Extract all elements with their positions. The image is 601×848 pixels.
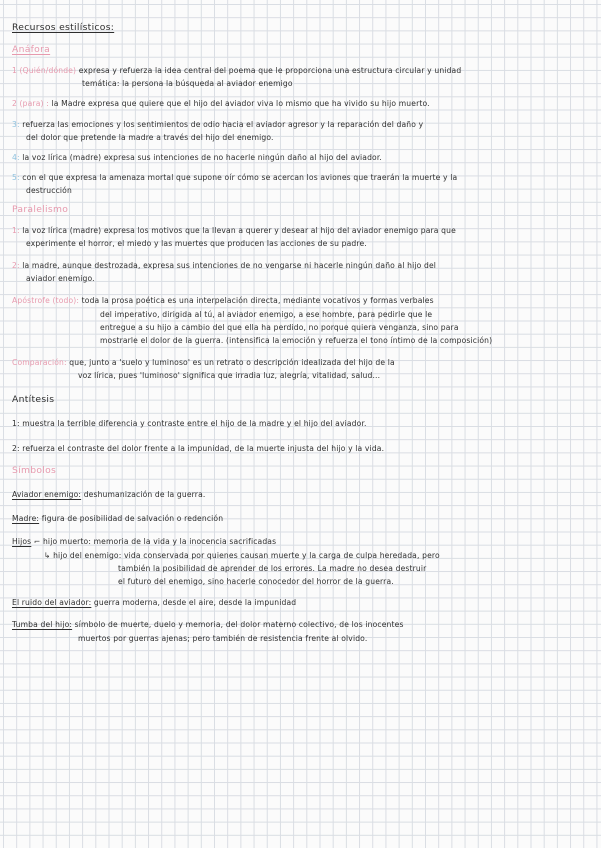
apostrofe-text: toda la prosa poética es una interpelación directa, mediante vocativos y formas verbales bbox=[81, 296, 434, 306]
anafora-item-2 bbox=[12, 97, 590, 110]
simbolo-tumba bbox=[12, 618, 590, 644]
anafora-item-5 bbox=[12, 171, 590, 197]
paralelismo-item-text: la voz lírica (madre) expresa los motivos que la llevan a querer y desear al hijo del aviador enemigo para que bbox=[22, 225, 456, 235]
simbolo-label: Tumba del hijo: bbox=[12, 620, 73, 630]
hijo-enemigo-text: hijo del enemigo: vida conservada por quienes causan muerte y la carga de culpa heredada, pero bbox=[53, 550, 440, 560]
comparacion-label: Comparación: bbox=[12, 358, 67, 368]
paralelismo-item-label: 1: bbox=[12, 225, 20, 235]
antitesis-item-label: 1: bbox=[12, 418, 20, 428]
anafora-item-text: destrucción bbox=[26, 186, 72, 196]
notes-page bbox=[12, 14, 590, 645]
paralelismo-item-text: aviador enemigo. bbox=[26, 274, 95, 284]
section-heading-paralelismo: Paralelismo bbox=[12, 203, 69, 215]
simbolo-label: El ruido del aviador: bbox=[12, 598, 92, 608]
simbolo-text: figura de posibilidad de salvación o redención bbox=[41, 514, 224, 524]
hijo-enemigo-text: también la posibilidad de aprender de los errores. La madre no desea destruir bbox=[118, 563, 427, 573]
simbolo-label: Aviador enemigo: bbox=[12, 490, 82, 500]
paralelismo-item-text: la madre, aunque destrozada, expresa sus intenciones de no vengarse ni hacerle ningún daño al hijo del bbox=[22, 261, 437, 271]
anafora-item-label: 1 (Quién/dónde) bbox=[12, 66, 77, 75]
simbolo-text: muertos por guerras ajenas; pero también de resistencia frente al olvido. bbox=[78, 633, 368, 643]
paralelismo-item-2 bbox=[12, 259, 590, 285]
anafora-item-label: 4: bbox=[12, 153, 20, 163]
anafora-item-3 bbox=[12, 118, 590, 144]
anafora-item-1 bbox=[12, 64, 590, 90]
anafora-item-text: con el que expresa la amenaza mortal que supone oír cómo se acercan los aviones que traerán la muerte y la bbox=[22, 173, 458, 183]
anafora-item-text: del dolor que pretende la madre a través del hijo del enemigo. bbox=[26, 132, 274, 142]
section-heading-antitesis: Antítesis bbox=[12, 393, 55, 405]
paralelismo-item-text: experimente el horror, el miedo y las muertes que producen las acciones de su padre. bbox=[26, 238, 367, 248]
apostrofe-text: mostrarle el dolor de la guerra. (intensifica la emoción y refuerza el tono íntimo de la composición) bbox=[100, 336, 493, 346]
section-heading-simbolos: Símbolos bbox=[12, 465, 57, 477]
anafora-item-label: 5: bbox=[12, 173, 20, 183]
antitesis-item-2 bbox=[12, 442, 590, 455]
antitesis-item-label: 2: bbox=[12, 443, 20, 453]
anafora-item-text: la voz lírica (madre) expresa sus intenciones de no hacerle ningún daño al hijo del aviador. bbox=[22, 153, 382, 163]
comparacion-text: voz lírica, pues 'luminoso' significa que irradia luz, alegría, vitalidad, salud... bbox=[78, 371, 381, 381]
anafora-item-label: 2 (para) : bbox=[12, 99, 49, 109]
comparacion-block bbox=[12, 356, 590, 382]
apostrofe-text: del imperativo, dirigida al tú, al aviador enemigo, a ese hombre, para pedirle que le bbox=[100, 309, 433, 319]
paralelismo-item-1 bbox=[12, 224, 590, 250]
simbolo-hijos bbox=[12, 535, 590, 588]
simbolo-aviador bbox=[12, 488, 590, 501]
apostrofe-block bbox=[12, 294, 590, 347]
simbolo-text: símbolo de muerte, duelo y memoria, del dolor materno colectivo, de los inocentes bbox=[74, 620, 404, 630]
bracket-icon: ⌐ bbox=[33, 537, 41, 547]
simbolo-ruido bbox=[12, 596, 590, 609]
section-heading-anafora: Anáfora bbox=[12, 44, 51, 55]
anafora-item-text: temática: la persona la búsqueda al aviador enemigo bbox=[82, 79, 293, 89]
antitesis-item-text: muestra la terrible diferencia y contraste entre el hijo de la madre y el hijo del aviador. bbox=[22, 418, 367, 428]
simbolo-madre bbox=[12, 512, 590, 525]
anafora-item-text: la Madre expresa que quiere que el hijo del aviador viva lo mismo que ha vivido su hijo muerto. bbox=[51, 99, 430, 109]
antitesis-item-1 bbox=[12, 417, 590, 430]
simbolo-label: Madre: bbox=[12, 514, 40, 524]
anafora-item-text: refuerza las emociones y los sentimientos de odio hacia el aviador agresor y la reparación del daño y bbox=[22, 119, 424, 129]
hijo-enemigo-text: el futuro del enemigo, sino hacerle conocedor del horror de la guerra. bbox=[118, 577, 394, 587]
page-title: Recursos estilísticos: bbox=[12, 22, 115, 33]
apostrofe-label: Apóstrofe (todo): bbox=[12, 296, 80, 306]
apostrofe-text: entregue a su hijo a cambio del que ella ha perdido, no porque quiera venganza, sino para bbox=[100, 322, 459, 332]
anafora-item-4 bbox=[12, 151, 590, 164]
simbolo-text: guerra moderna, desde el aire, desde la impunidad bbox=[93, 598, 297, 608]
paralelismo-item-label: 2: bbox=[12, 261, 20, 271]
arrow-icon: ↳ bbox=[44, 550, 51, 560]
simbolo-text: deshumanización de la guerra. bbox=[83, 490, 206, 500]
anafora-item-label: 3: bbox=[12, 119, 20, 129]
anafora-item-text: expresa y refuerza la idea central del poema que le proporciona una estructura circular y unidad bbox=[78, 66, 462, 75]
antitesis-item-text: refuerza el contraste del dolor frente a la impunidad, de la muerte injusta del hijo y la vida. bbox=[22, 443, 385, 453]
hijo-muerto-text: hijo muerto: memoria de la vida y la inocencia sacrificadas bbox=[42, 537, 277, 547]
hijos-label: Hijos bbox=[12, 537, 32, 547]
comparacion-text: que, junto a 'suelo y luminoso' es un retrato o descripción idealizada del hijo de la bbox=[69, 358, 395, 368]
